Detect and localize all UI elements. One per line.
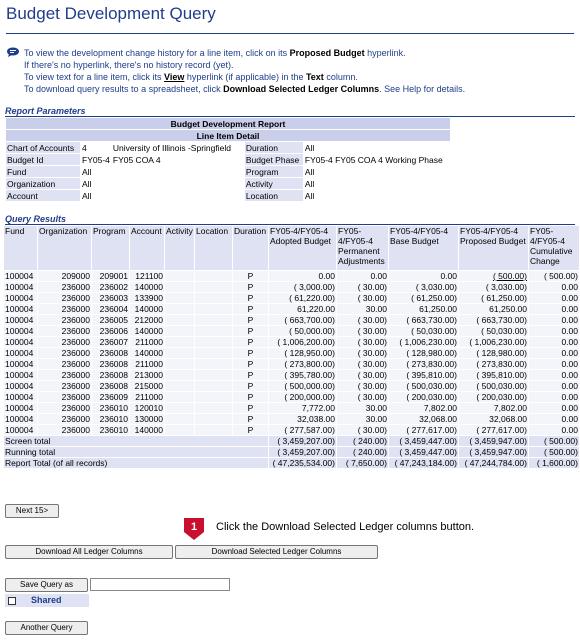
table-cell: P (233, 370, 269, 381)
table-cell (195, 370, 233, 381)
column-header: FY05-4/FY05-4 Adopted Budget (269, 226, 337, 271)
shared-option (5, 594, 89, 607)
column-header: Organization (38, 226, 92, 271)
total-cell: ( 47,243,184.00) (389, 458, 459, 469)
table-cell: ( 30.00) (337, 315, 389, 326)
table-cell: 211000 (130, 337, 165, 348)
table-cell: 100004 (4, 326, 38, 337)
report-parameters-label: Report Parameters (5, 106, 86, 116)
table-cell: ( 30.00) (337, 282, 389, 293)
table-cell: 100004 (4, 381, 38, 392)
param-row: Fund All Program All (6, 166, 451, 178)
table-cell: ( 273,800.00) (269, 359, 337, 370)
table-cell: ( 3,030.00) (459, 282, 529, 293)
table-cell: 236000 (38, 348, 92, 359)
table-cell: ( 395,810.00) (459, 370, 529, 381)
table-cell: 0.00 (337, 271, 389, 282)
total-cell: ( 1,600.00) (529, 458, 580, 469)
shared-checkbox[interactable] (8, 597, 16, 605)
table-cell: 236002 (92, 282, 130, 293)
table-cell (165, 370, 195, 381)
table-cell: 236008 (92, 359, 130, 370)
table-cell: ( 61,220.00) (269, 293, 337, 304)
table-row (4, 392, 580, 403)
total-cell: ( 47,244,784.00) (459, 458, 529, 469)
table-row (4, 326, 580, 337)
table-cell: 236004 (92, 304, 130, 315)
table-cell: 32,068.00 (459, 414, 529, 425)
table-cell (165, 337, 195, 348)
table-cell: 236008 (92, 370, 130, 381)
table-cell: 30.00 (337, 403, 389, 414)
table-cell: 236000 (38, 304, 92, 315)
table-cell: 100004 (4, 315, 38, 326)
table-cell: 7,772.00 (269, 403, 337, 414)
table-cell: 236010 (92, 414, 130, 425)
table-cell: ( 30.00) (337, 348, 389, 359)
table-cell: ( 277,617.00) (389, 425, 459, 436)
table-cell: 236000 (38, 293, 92, 304)
help-line-4: To download query results to a spreadsheet, click Download Selected Ledger Columns. See Help for details. (24, 84, 466, 94)
table-cell: 130000 (130, 414, 165, 425)
table-row (4, 315, 580, 326)
total-label: Screen total (4, 436, 269, 447)
table-cell: ( 50,030.00) (459, 326, 529, 337)
table-cell (165, 271, 195, 282)
table-cell: 0.00 (269, 271, 337, 282)
column-header: Location (195, 226, 233, 271)
table-cell: ( 61,250.00) (459, 293, 529, 304)
table-cell (195, 414, 233, 425)
table-cell: ( 128,980.00) (459, 348, 529, 359)
table-cell (195, 425, 233, 436)
table-cell: 236000 (38, 282, 92, 293)
param-row: Budget Id FY05-4 FY05 COA 4 Budget Phase FY05-4 FY05 COA 4 Working Phase (6, 154, 451, 166)
table-cell: ( 30.00) (337, 337, 389, 348)
table-cell: ( 30.00) (337, 381, 389, 392)
table-cell: ( 30.00) (337, 425, 389, 436)
table-cell: ( 50,000.00) (269, 326, 337, 337)
column-header: Program (92, 226, 130, 271)
table-cell: 0.00 (529, 359, 580, 370)
table-cell: 236000 (38, 381, 92, 392)
help-line-3: To view text for a line item, click its View hyperlink (if applicable) in the Text column. (24, 72, 358, 82)
table-cell: 236000 (38, 414, 92, 425)
table-cell: ( 128,980.00) (389, 348, 459, 359)
table-cell: P (233, 348, 269, 359)
table-cell: 100004 (4, 414, 38, 425)
table-cell (195, 293, 233, 304)
table-cell: ( 273,830.00) (459, 359, 529, 370)
table-cell: ( 395,780.00) (269, 370, 337, 381)
table-cell: 100004 (4, 293, 38, 304)
table-cell (165, 403, 195, 414)
table-cell: 100004 (4, 359, 38, 370)
table-cell: 0.00 (529, 315, 580, 326)
table-cell: ( 500,030.00) (459, 381, 529, 392)
table-cell: 236008 (92, 381, 130, 392)
total-row (4, 436, 580, 447)
total-cell: ( 3,459,947.00) (459, 447, 529, 458)
table-cell: 32,038.00 (269, 414, 337, 425)
table-cell: ( 500,030.00) (389, 381, 459, 392)
query-results-label: Query Results (5, 214, 67, 224)
table-cell (165, 304, 195, 315)
table-cell: ( 30.00) (337, 359, 389, 370)
total-cell: ( 500.00) (529, 447, 580, 458)
table-cell: ( 273,830.00) (389, 359, 459, 370)
table-cell: 236000 (38, 315, 92, 326)
table-cell: 100004 (4, 271, 38, 282)
table-cell: 236006 (92, 326, 130, 337)
report-subtitle: Line Item Detail (6, 130, 451, 142)
table-cell: 236000 (38, 370, 92, 381)
table-cell: ( 1,006,230.00) (459, 337, 529, 348)
table-cell: ( 277,617.00) (459, 425, 529, 436)
callout-number: 1 (190, 521, 198, 533)
table-cell: 0.00 (529, 414, 580, 425)
table-cell: 100004 (4, 348, 38, 359)
table-cell: P (233, 315, 269, 326)
query-results-table (3, 225, 580, 469)
table-cell (165, 315, 195, 326)
table-cell: P (233, 293, 269, 304)
table-cell (195, 359, 233, 370)
total-cell: ( 3,459,207.00) (269, 447, 337, 458)
table-cell: ( 3,000.00) (269, 282, 337, 293)
table-cell (459, 271, 529, 282)
table-cell: ( 30.00) (337, 392, 389, 403)
table-cell: ( 663,730.00) (459, 315, 529, 326)
table-cell: 0.00 (529, 403, 580, 414)
help-line-2: If there's no hyperlink, there's no history record (yet). (24, 60, 234, 70)
table-cell (165, 282, 195, 293)
table-cell: ( 200,030.00) (459, 392, 529, 403)
table-cell (165, 392, 195, 403)
table-cell (165, 414, 195, 425)
save-query-as-button[interactable]: Save Query as (5, 578, 88, 592)
table-cell (195, 381, 233, 392)
table-cell: P (233, 326, 269, 337)
table-cell: 0.00 (529, 326, 580, 337)
table-cell: 236008 (92, 348, 130, 359)
table-row (4, 425, 580, 436)
total-cell: ( 240.00) (337, 436, 389, 447)
column-header: Activity (165, 226, 195, 271)
table-cell: P (233, 425, 269, 436)
table-cell: 236005 (92, 315, 130, 326)
table-cell: 236000 (38, 326, 92, 337)
table-row (4, 359, 580, 370)
table-cell: 0.00 (529, 348, 580, 359)
info-bubble-icon (6, 47, 20, 57)
table-cell: 236000 (38, 403, 92, 414)
table-cell (195, 392, 233, 403)
table-cell: ( 663,730.00) (389, 315, 459, 326)
total-cell: ( 3,459,947.00) (459, 436, 529, 447)
table-cell: 212000 (130, 315, 165, 326)
table-cell: 140000 (130, 282, 165, 293)
table-cell (195, 282, 233, 293)
table-cell: ( 277,587.00) (269, 425, 337, 436)
total-row (4, 447, 580, 458)
table-cell: 0.00 (529, 282, 580, 293)
table-cell: 7,802.00 (459, 403, 529, 414)
table-cell: 0.00 (529, 425, 580, 436)
table-cell: ( 50,030.00) (389, 326, 459, 337)
callout-number-badge (184, 518, 204, 540)
shared-label: Shared (31, 595, 62, 605)
table-cell (165, 359, 195, 370)
table-cell: 0.00 (529, 392, 580, 403)
table-cell: 236009 (92, 392, 130, 403)
total-cell: ( 7,650.00) (337, 458, 389, 469)
table-cell (195, 304, 233, 315)
table-cell: ( 3,030.00) (389, 282, 459, 293)
table-cell: P (233, 381, 269, 392)
another-query-button[interactable]: Another Query (5, 621, 88, 635)
table-cell: ( 1,006,230.00) (389, 337, 459, 348)
column-header: Account (130, 226, 165, 271)
table-cell: ( 30.00) (337, 326, 389, 337)
table-cell: 100004 (4, 370, 38, 381)
table-row (4, 282, 580, 293)
table-cell: 215000 (130, 381, 165, 392)
table-cell: 0.00 (529, 381, 580, 392)
table-cell: 140000 (130, 348, 165, 359)
total-cell: ( 240.00) (337, 447, 389, 458)
table-cell: 236010 (92, 403, 130, 414)
table-cell: 0.00 (529, 337, 580, 348)
total-cell: ( 3,459,207.00) (269, 436, 337, 447)
table-row (4, 304, 580, 315)
total-cell: ( 3,459,447.00) (389, 447, 459, 458)
save-query-name-input[interactable] (90, 578, 230, 591)
table-cell: 100004 (4, 304, 38, 315)
column-header: FY05-4/FY05-4 Permanent Adjustments (337, 226, 389, 271)
table-cell: 211000 (130, 359, 165, 370)
callout-instruction: Click the Download Selected Ledger columns button. (216, 521, 475, 533)
total-label: Report Total (of all records) (4, 458, 269, 469)
table-row (4, 403, 580, 414)
table-cell: 100004 (4, 392, 38, 403)
table-cell: P (233, 403, 269, 414)
table-cell (195, 315, 233, 326)
table-cell: 236010 (92, 425, 130, 436)
results-header-row (4, 226, 580, 271)
table-cell: 236007 (92, 337, 130, 348)
table-cell: ( 200,000.00) (269, 392, 337, 403)
table-cell: 140000 (130, 425, 165, 436)
table-cell: P (233, 337, 269, 348)
table-row (4, 414, 580, 425)
table-cell: P (233, 304, 269, 315)
table-cell (165, 293, 195, 304)
report-parameters-table (5, 117, 451, 202)
table-cell: ( 30.00) (337, 370, 389, 381)
table-cell: ( 200,030.00) (389, 392, 459, 403)
table-cell (165, 326, 195, 337)
table-cell: ( 395,810.00) (389, 370, 459, 381)
total-cell: ( 3,459,447.00) (389, 436, 459, 447)
table-cell: ( 1,006,200.00) (269, 337, 337, 348)
table-cell: ( 128,950.00) (269, 348, 337, 359)
table-cell: 30.00 (337, 414, 389, 425)
table-cell: 61,250.00 (389, 304, 459, 315)
table-cell: 209000 (38, 271, 92, 282)
table-cell: ( 61,250.00) (389, 293, 459, 304)
table-cell: 100004 (4, 337, 38, 348)
column-header: FY05-4/FY05-4 Base Budget (389, 226, 459, 271)
table-cell: 0.00 (529, 304, 580, 315)
table-cell: 211000 (130, 392, 165, 403)
report-title: Budget Development Report (6, 118, 451, 130)
table-cell: 140000 (130, 304, 165, 315)
total-label: Running total (4, 447, 269, 458)
total-cell: ( 47,235,534.00) (269, 458, 337, 469)
table-cell: 100004 (4, 403, 38, 414)
table-cell: P (233, 414, 269, 425)
table-cell: 133900 (130, 293, 165, 304)
table-cell: ( 30.00) (337, 293, 389, 304)
table-cell: 61,220.00 (269, 304, 337, 315)
table-cell: 121100 (130, 271, 165, 282)
table-cell: 120010 (130, 403, 165, 414)
table-cell (165, 381, 195, 392)
title-divider (6, 33, 574, 34)
download-all-ledger-columns-button[interactable]: Download All Ledger Columns (5, 545, 173, 559)
table-cell: P (233, 271, 269, 282)
table-cell (165, 425, 195, 436)
table-cell: 236000 (38, 392, 92, 403)
table-cell (165, 348, 195, 359)
table-cell: 236000 (38, 359, 92, 370)
table-row (4, 348, 580, 359)
help-instructions (6, 47, 566, 95)
table-cell: P (233, 392, 269, 403)
column-header: Fund (4, 226, 38, 271)
table-cell: 32,068.00 (389, 414, 459, 425)
table-cell: 0.00 (529, 293, 580, 304)
table-cell: 236000 (38, 425, 92, 436)
table-cell: 236000 (38, 337, 92, 348)
table-cell: ( 663,700.00) (269, 315, 337, 326)
table-row (4, 370, 580, 381)
table-cell (195, 271, 233, 282)
column-header: Duration (233, 226, 269, 271)
table-cell: 7,802.00 (389, 403, 459, 414)
param-row: Chart of Accounts 4 University of Illinois -Springfield Duration All (6, 142, 451, 154)
help-line-1: To view the development change history for a line item, click on its Proposed Budget hyperlink. (24, 48, 406, 58)
param-row: Organization All Activity All (6, 178, 451, 190)
proposed-budget-link[interactable]: ( 500.00) (492, 271, 527, 281)
total-row (4, 458, 580, 469)
table-cell: 100004 (4, 425, 38, 436)
table-cell (195, 337, 233, 348)
table-row (4, 271, 580, 282)
table-cell: 100004 (4, 282, 38, 293)
table-cell: 236003 (92, 293, 130, 304)
total-cell: ( 500.00) (529, 436, 580, 447)
table-cell: ( 500,000.00) (269, 381, 337, 392)
table-cell: 0.00 (389, 271, 459, 282)
table-cell: P (233, 359, 269, 370)
param-row: Account All Location All (6, 190, 451, 202)
column-header: FY05-4/FY05-4 Cumulative Change (529, 226, 580, 271)
table-cell: 0.00 (529, 370, 580, 381)
download-selected-ledger-columns-button[interactable]: Download Selected Ledger Columns (175, 545, 378, 559)
table-cell: 209001 (92, 271, 130, 282)
table-row (4, 337, 580, 348)
table-cell (195, 326, 233, 337)
table-cell: 61,250.00 (459, 304, 529, 315)
table-cell: 140000 (130, 326, 165, 337)
next-15-button[interactable]: Next 15> (5, 504, 59, 518)
table-cell: ( 500.00) (529, 271, 580, 282)
table-cell: 213000 (130, 370, 165, 381)
table-cell (195, 403, 233, 414)
page-title: Budget Development Query (6, 4, 216, 23)
column-header: FY05-4/FY05-4 Proposed Budget (459, 226, 529, 271)
table-cell: 30.00 (337, 304, 389, 315)
table-row (4, 381, 580, 392)
table-cell: P (233, 282, 269, 293)
table-row (4, 293, 580, 304)
table-cell (195, 348, 233, 359)
